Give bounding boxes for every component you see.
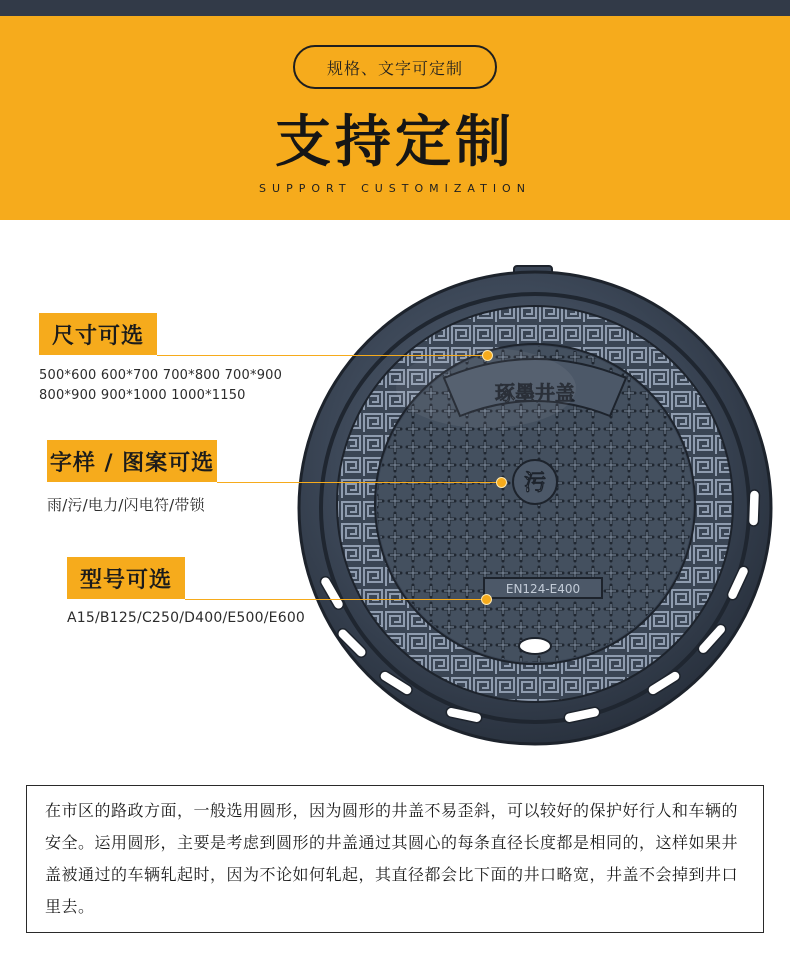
model-option-marker (481, 594, 492, 605)
banner-subtitle: SUPPORT CUSTOMIZATION (259, 182, 531, 195)
size-option-label: 尺寸可选 (39, 313, 157, 355)
top-bar (0, 0, 790, 16)
customization-pill: 规格、文字可定制 (293, 45, 497, 89)
banner-title: 支持定制 (275, 110, 515, 175)
pattern-option-label: 字样 / 图案可选 (47, 440, 217, 482)
pattern-option-line-1: 雨/污/电力/闪电符/带锁 (47, 496, 205, 514)
model-option-label: 型号可选 (67, 557, 185, 599)
manhole-cover-image (296, 258, 774, 750)
pattern-option-connector (217, 482, 499, 483)
pattern-option-desc (47, 495, 205, 515)
size-option-connector (157, 355, 487, 356)
model-option-line-1: A15/B125/C250/D400/E500/E600 (67, 610, 306, 626)
size-option-marker (482, 350, 493, 361)
description-box: 在市区的路政方面，一般选用圆形，因为圆形的井盖不易歪斜，可以较好的保护好行人和车辆的安全。运用圆形，主要是考虑到圆形的井盖通过其圆心的每条直径长度都是相同的，这样如果井盖被通过的车辆轧起时，因为不论如何轧起，其直径都会比下面的井口略宽，井盖不会掉到井口里去。 (26, 785, 764, 933)
customization-banner (0, 16, 790, 220)
size-option-desc (39, 366, 282, 406)
pattern-option-marker (496, 477, 507, 488)
size-option-line-2: 800*900 900*1000 1000*1150 (39, 388, 246, 403)
model-option-connector (185, 599, 485, 600)
cover-model-plate: EN124-E400 (505, 582, 581, 596)
model-option-desc (67, 608, 305, 628)
cover-top-text: 琢墨井盖 (495, 381, 575, 405)
cover-center-char: 污 (523, 471, 547, 496)
size-option-line-1: 500*600 600*700 700*800 700*900 (39, 368, 283, 383)
